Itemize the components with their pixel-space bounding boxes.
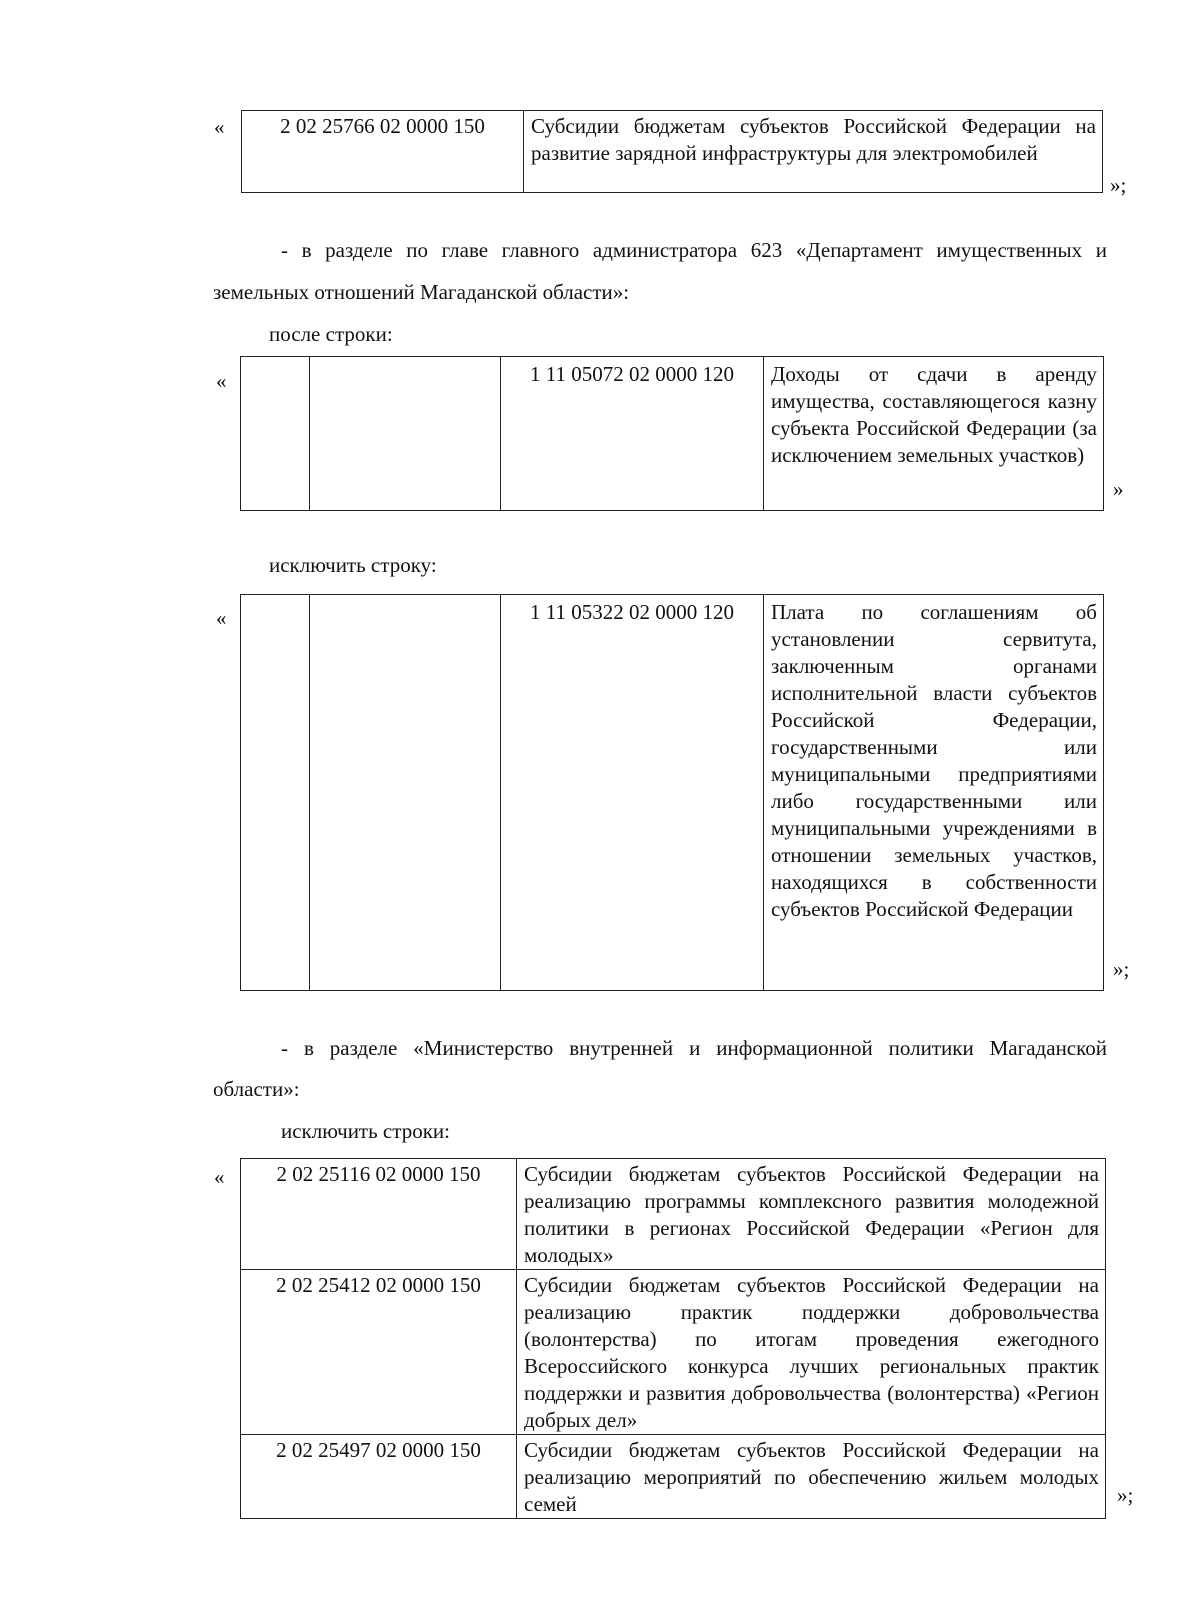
code-cell: 1 11 05072 02 0000 120 — [501, 357, 764, 511]
table-row — [241, 1159, 1106, 1270]
table-row — [241, 1270, 1106, 1435]
section-ministry-line-1: - в разделе «Министерство внутренней и информационной политики Магаданской — [281, 1036, 1107, 1060]
close-quote: »; — [1113, 957, 1130, 981]
code-cell: 2 02 25412 02 0000 150 — [241, 1270, 517, 1435]
table-budget-code-2 — [240, 356, 1104, 511]
empty-cell — [310, 595, 501, 991]
description-cell: Плата по соглашениям об установлении сервитута, заключенным органами исполнительной власти субъектов Российской Федерации, государственными или муниципальными предприятиями либо государственными или муниципальными учреждениями в отношении земельных участков, находящихся в собственности субъектов Российской Федерации — [764, 595, 1104, 991]
description-cell: Субсидии бюджетам субъектов Российской Федерации на реализацию мероприятий по обеспечению жильем молодых семей — [517, 1435, 1106, 1519]
close-quote: » — [1113, 477, 1124, 501]
section-623-line-1: - в разделе по главе главного администратора 623 «Департамент имущественных и — [281, 238, 1107, 262]
table-budget-code-3 — [240, 594, 1104, 991]
exclude-rows-label: исключить строки: — [281, 1119, 450, 1143]
description-cell: Субсидии бюджетам субъектов Российской Федерации на реализацию практик поддержки добровольчества (волонтерства) по итогам проведения ежегодного Всероссийского конкурса лучших региональных практик поддержки и развития добровольчества (волонтерства) «Регион добрых дел» — [517, 1270, 1106, 1435]
code-cell: 1 11 05322 02 0000 120 — [501, 595, 764, 991]
open-quote: « — [216, 606, 227, 630]
table-row — [241, 595, 1104, 991]
table-row — [242, 111, 1103, 193]
description-cell: Субсидии бюджетам субъектов Российской Федерации на реализацию программы комплексного развития молодежной политики в регионах Российской Федерации «Регион для молодых» — [517, 1159, 1106, 1270]
code-cell: 2 02 25116 02 0000 150 — [241, 1159, 517, 1270]
close-quote: »; — [1110, 173, 1127, 197]
table-budget-code-1 — [241, 110, 1103, 193]
close-quote: »; — [1117, 1483, 1134, 1507]
table-budget-code-4 — [240, 1158, 1106, 1519]
code-cell: 2 02 25497 02 0000 150 — [241, 1435, 517, 1519]
table-row — [241, 1435, 1106, 1519]
exclude-row-label: исключить строку: — [269, 553, 437, 577]
description-cell: Доходы от сдачи в аренду имущества, составляющегося казну субъекта Российской Федерации (за исключением земельных участков) — [764, 357, 1104, 511]
code-cell: 2 02 25766 02 0000 150 — [242, 111, 524, 193]
section-ministry-line-2: области»: — [213, 1077, 300, 1101]
empty-cell — [241, 595, 310, 991]
empty-cell — [310, 357, 501, 511]
open-quote: « — [216, 369, 227, 393]
description-cell: Субсидии бюджетам субъектов Российской Федерации на развитие зарядной инфраструктуры для электромобилей — [524, 111, 1103, 193]
table-row — [241, 357, 1104, 511]
empty-cell — [241, 357, 310, 511]
after-row-label: после строки: — [269, 322, 393, 346]
open-quote: « — [214, 1165, 225, 1189]
open-quote: « — [214, 115, 225, 139]
section-623-line-2: земельных отношений Магаданской области»: — [213, 280, 630, 304]
